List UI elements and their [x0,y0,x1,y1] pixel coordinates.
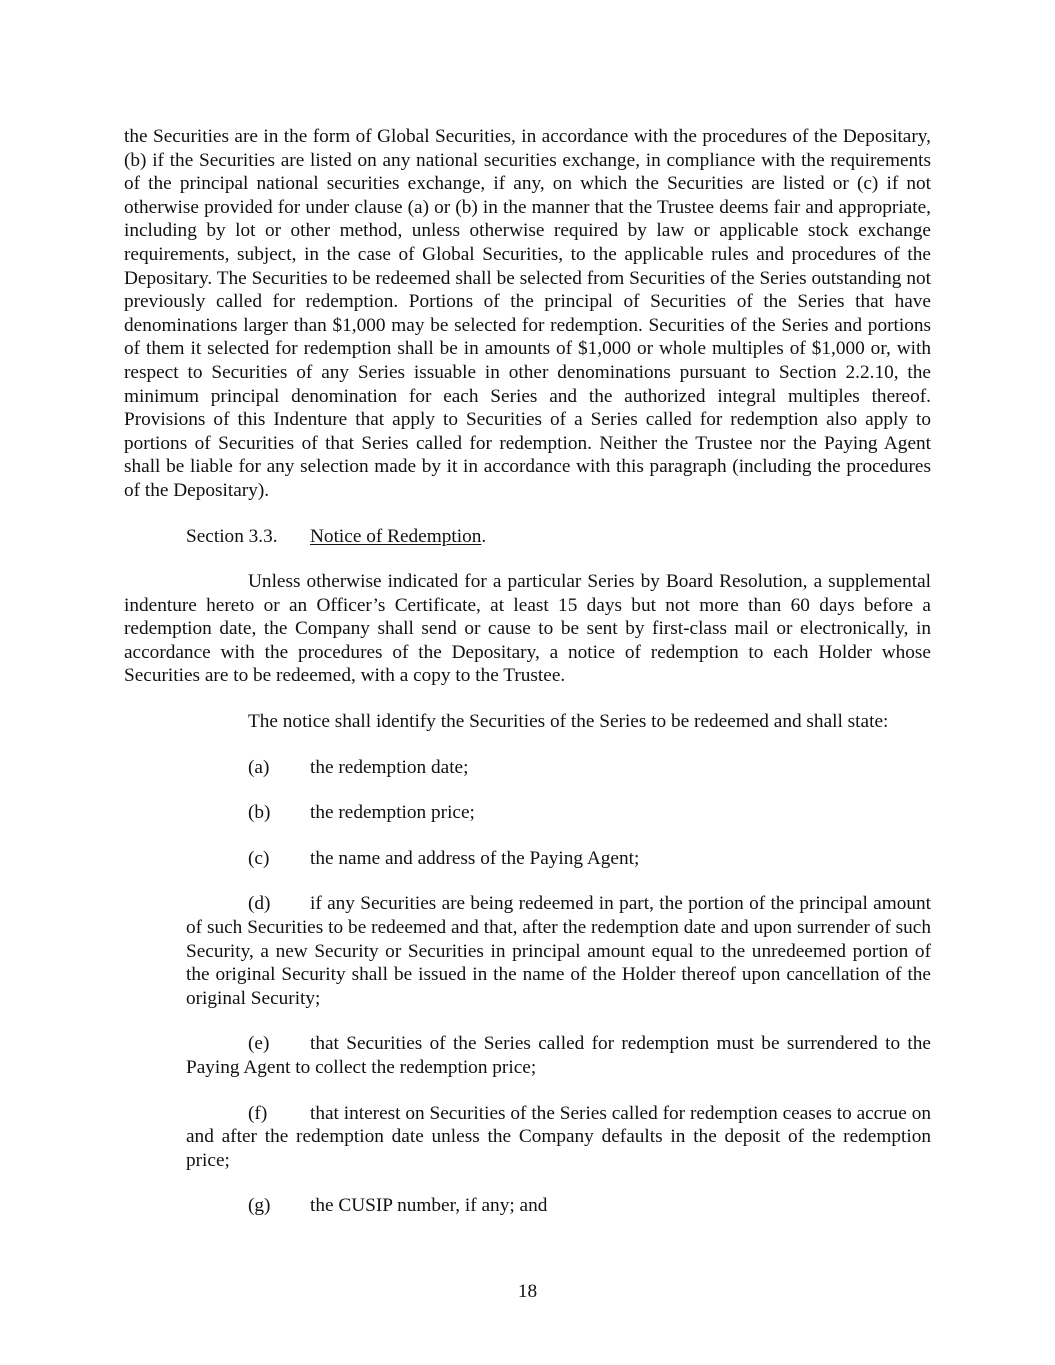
list-item-g [124,1194,931,1218]
list-item-label: (g) [248,1195,271,1217]
list-item-text: that Securities of the Series called for redemption must be surrendered to the Paying Agent to collect the redemption price; [186,1033,931,1078]
list-item-f [124,1102,931,1173]
document-page [124,125,931,1218]
list-item-label: (e) [248,1033,270,1055]
section-title-suffix: . [481,525,487,547]
list-item-b [124,801,931,825]
intro-paragraph: the Securities are in the form of Global Securities, in accordance with the procedures of the Depositary, (b) if the Securities are listed on any national securities exchange, in compliance with the requirements of the principal national securities exchange, if any, on which the Securities are listed or (c) if not otherwise provided for under clause (a) or (b) in the manner that the Trustee deems fair and appropriate, including by lot or other method, unless otherwise required by law or applicable stock exchange requirements, subject, in the case of Global Securities, to the applicable rules and procedures of the Depositary. The Securities to be redeemed shall be selected from Securities of the Series outstanding not previously called for redemption. Portions of the principal of Securities of the Series that have denominations larger than $1,000 may be selected for redemption. Securities of the Series and portions of them it selected for redemption shall be in amounts of $1,000 or whole multiples of $1,000 or, with respect to Securities of any Series issuable in other denominations pursuant to Section 2.2.10, the minimum principal denomination for each Series and the authorized integral multiples thereof. Provisions of this Indenture that apply to Securities of a Series called for redemption also apply to portions of Securities of that Series called for redemption. Neither the Trustee nor the Paying Agent shall be liable for any selection made by it in accordance with this paragraph (including the procedures of the Depositary). [124,126,931,501]
list-item-a [124,756,931,780]
list-item-c [124,847,931,871]
list-item-label: (b) [248,802,271,824]
list-item-text: the redemption date; [310,756,469,778]
list-item-d [124,892,931,1010]
list-item-text: that interest on Securities of the Series called for redemption ceases to accrue on and after the redemption date unless the Company defaults in the deposit of the redemption price; [186,1102,931,1171]
section-title: Notice of Redemption [310,525,482,547]
list-item-e [124,1032,931,1079]
list-item-text: the redemption price; [310,802,475,824]
identify-paragraph: The notice shall identify the Securities of the Series to be redeemed and shall state: [248,711,889,733]
list-item-text: if any Securities are being redeemed in part, the portion of the principal amount of such Securities to be redeemed and that, after the redemption date and upon surrender of such Security, a new Security or Securities in principal amount equal to the unredeemed portion of the original Security shall be issued in the name of the Holder thereof upon cancellation of the original Security; [186,893,931,1009]
list-item-text: the CUSIP number, if any; and [310,1195,548,1217]
section-number: Section 3.3. [186,525,278,547]
list-item-label: (d) [248,893,271,915]
list-item-text: the name and address of the Paying Agent; [310,847,640,869]
page-number: 18 [517,1281,538,1302]
list-item-label: (a) [248,756,270,778]
list-item-label: (c) [248,847,270,869]
section-heading [124,525,931,549]
notice-paragraph: Unless otherwise indicated for a particular Series by Board Resolution, a supplemental indenture hereto or an Officer’s Certificate, at least 15 days but not more than 60 days before a redemption date, the Company shall send or cause to be sent by first-class mail or electronically, in accordance with the procedures of the Depositary, a notice of redemption to each Holder whose Securities are to be redeemed, with a copy to the Trustee. [124,571,931,687]
list-item-label: (f) [248,1102,268,1124]
